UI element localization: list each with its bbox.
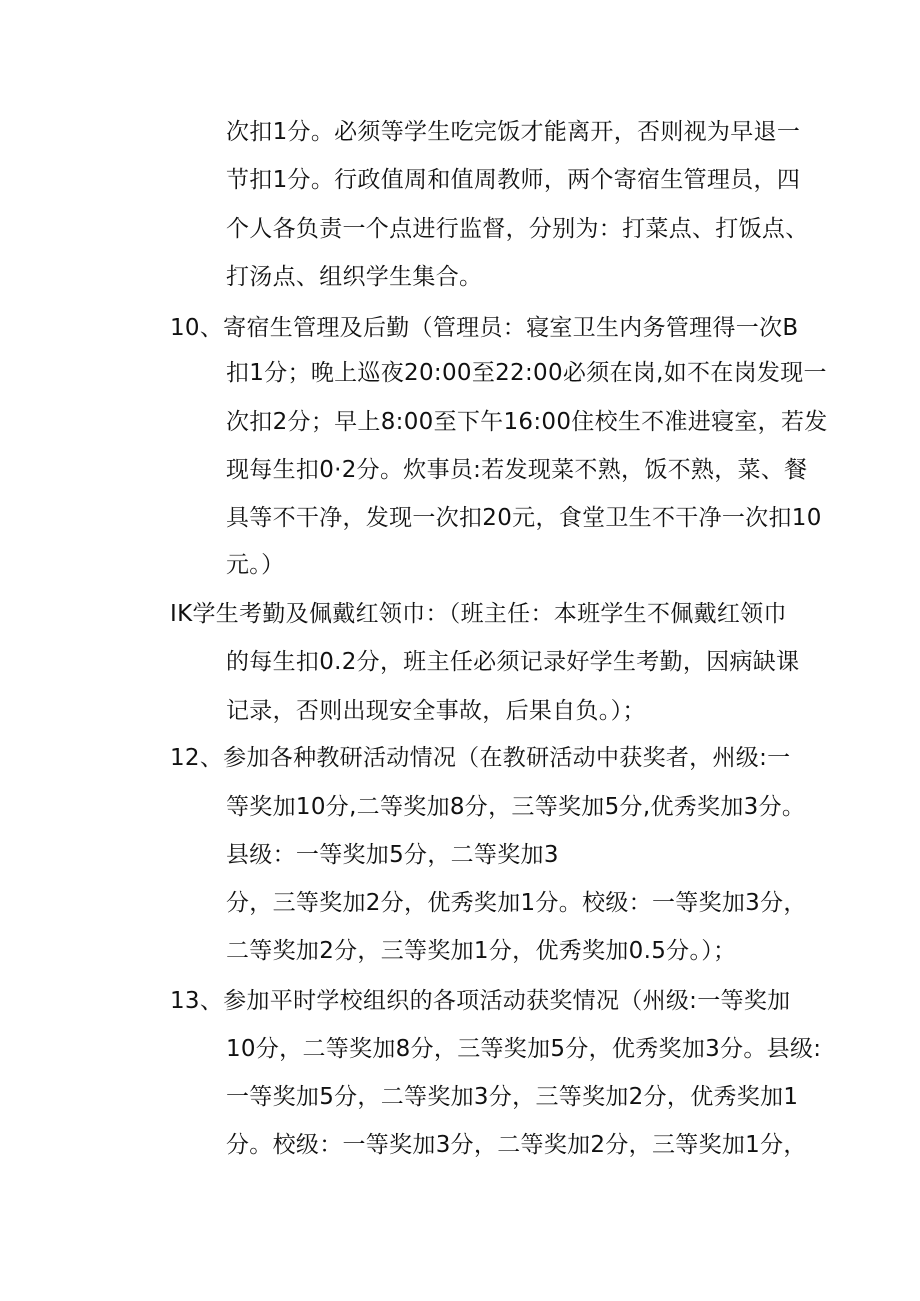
text-line: 节扣1分。行政值周和值周教师，两个寄宿生管理员，四 <box>226 167 801 193</box>
text-line: 县级：一等奖加5分，二等奖加3 <box>226 842 559 868</box>
text-line: 10、寄宿生管理及后勤（管理员：寝室卫生内务管理得一次B <box>170 315 799 341</box>
text-line: 一等奖加5分，二等奖加3分，三等奖加2分，优秀奖加1 <box>226 1084 799 1110</box>
text-line: 次扣2分；早上8:00至下午16:00住校生不准进寝室，若发 <box>226 409 828 435</box>
text-line: 等奖加10分,二等奖加8分，三等奖加5分,优秀奖加3分。 <box>226 794 806 820</box>
text-line: IK学生考勤及佩戴红领巾：（班主任：本班学生不佩戴红领巾 <box>170 601 787 627</box>
text-line: 10分，二等奖加8分，三等奖加5分，优秀奖加3分。县级: <box>226 1036 822 1062</box>
text-line: 的每生扣0.2分，班主任必须记录好学生考勤，因病缺课 <box>226 649 800 675</box>
text-line: 现每生扣0·2分。炊事员:若发现菜不熟，饭不熟，菜、餐 <box>226 457 808 483</box>
text-line: 元。） <box>226 552 285 578</box>
text-line: 分。校级：一等奖加3分，二等奖加2分，三等奖加1分， <box>226 1132 807 1158</box>
text-line: 12、参加各种教研活动情况（在教研活动中获奖者，州级:一 <box>170 745 791 771</box>
text-line: 具等不干净，发现一次扣20元，食堂卫生不干净一次扣10 <box>226 505 822 531</box>
text-line: 扣1分；晚上巡夜20:00至22:00必须在岗,如不在岗发现一 <box>226 360 827 386</box>
text-line: 打汤点、组织学生集合。 <box>226 264 483 290</box>
text-line: 分，三等奖加2分，优秀奖加1分。校级：一等奖加3分， <box>226 890 807 916</box>
text-line: 次扣1分。必须等学生吃完饭才能离开，否则视为早退一 <box>226 119 801 145</box>
text-line: 13、参加平时学校组织的各项活动获奖情况（州级:一等奖加 <box>170 988 791 1014</box>
text-line: 个人各负责一个点进行监督，分别为：打菜点、打饭点、 <box>226 216 809 242</box>
text-line: 记录，否则出现安全事故，后果自负。）； <box>226 698 646 724</box>
text-line: 二等奖加2分，三等奖加1分，优秀奖加0.5分。）； <box>226 938 737 964</box>
